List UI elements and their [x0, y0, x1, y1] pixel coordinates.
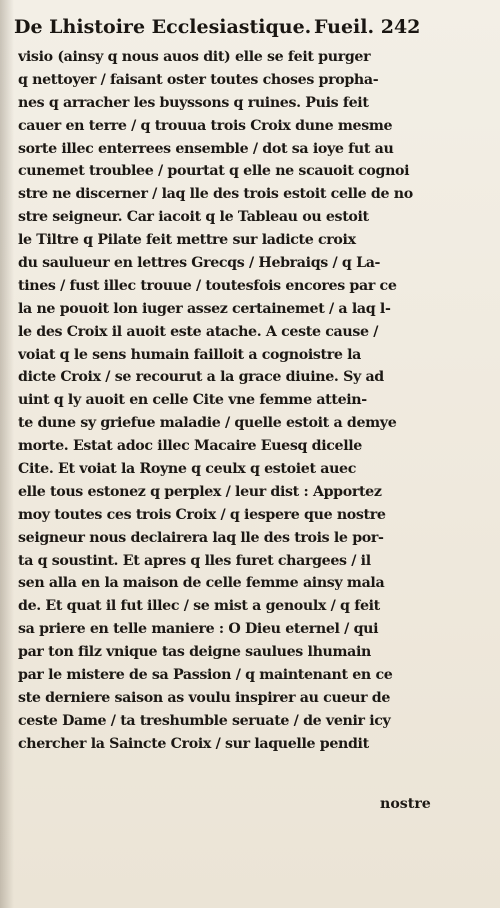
text-line: du saulueur en lettres Grecqs / Hebraiqs / q La-	[18, 255, 381, 272]
text-line: uint q ly auoit en celle Cite vne femme attein-	[18, 392, 367, 409]
text-line: le des Croix il auoit este atache. A ceste cause /	[18, 323, 379, 340]
text-line: par ton filz vnique tas deigne saulues lhumain	[18, 644, 372, 661]
text-line: morte. Estat adoc illec Macaire Euesq dicelle	[18, 438, 362, 455]
text-line: par le mistere de sa Passion / q maintenant en ce	[18, 667, 393, 684]
text-line: le Tiltre q Pilate feit mettre sur ladicte croix	[18, 232, 356, 249]
text-line: elle tous estonez q perplex / leur dist : Apportez	[18, 483, 382, 500]
folio-number: Fueil. 242	[314, 16, 421, 38]
text-line: la ne pouoit lon iuger assez certainemet / a laq l-	[18, 300, 391, 317]
text-line: te dune sy griefue maladie / quelle estoit a demye	[18, 415, 397, 432]
text-line: cunemet troublee / pourtat q elle ne scauoit cognoi	[18, 163, 410, 180]
text-line: Cite. Et voiat la Royne q ceulx q estoiet auec	[18, 461, 357, 478]
text-line: stre ne discerner / laq lle des trois estoit celle de no	[18, 186, 413, 203]
text-line: ta q soustint. Et apres q lles furet chargees / il	[18, 552, 371, 569]
text-line: chercher la Saincte Croix / sur laquelle pendit	[18, 735, 369, 752]
text-line: moy toutes ces trois Croix / q iespere que nostre	[18, 506, 386, 523]
running-title: De Lhistoire Ecclesiastique.	[14, 16, 312, 38]
catchword: nostre	[380, 796, 431, 812]
text-line: ceste Dame / ta treshumble seruate / de venir icy	[18, 712, 391, 729]
text-line: de. Et quat il fut illec / se mist a genoulx / q feit	[18, 598, 380, 615]
running-head	[14, 8, 434, 44]
text-line: seigneur nous declairera laq lle des trois le por-	[18, 529, 384, 546]
text-line: sen alla en la maison de celle femme ainsy mala	[18, 575, 385, 592]
text-line: voiat q le sens humain failloit a cognoistre la	[18, 346, 361, 363]
text-line: cauer en terre / q trouua trois Croix dune mesme	[18, 117, 393, 134]
text-line: tines / fust illec trouue / toutesfois encores par ce	[18, 277, 397, 294]
text-line: visio (ainsy q nous auos dit) elle se feit purger	[18, 49, 371, 65]
text-line: sa priere en telle maniere : O Dieu eternel / qui	[18, 621, 379, 638]
text-line: nes q arracher les buyssons q ruines. Puis feit	[18, 94, 369, 111]
text-line: stre seigneur. Car iacoit q le Tableau ou estoit	[18, 209, 369, 226]
text-line: sorte illec enterrees ensemble / dot sa ioye fut au	[18, 140, 394, 157]
text-line: q nettoyer / faisant oster toutes choses propha-	[18, 71, 379, 88]
body-text	[18, 46, 438, 756]
text-line: dicte Croix / se recourut a la grace diuine. Sy ad	[18, 369, 384, 386]
text-line: ste derniere saison as voulu inspirer au cueur de	[18, 689, 391, 706]
